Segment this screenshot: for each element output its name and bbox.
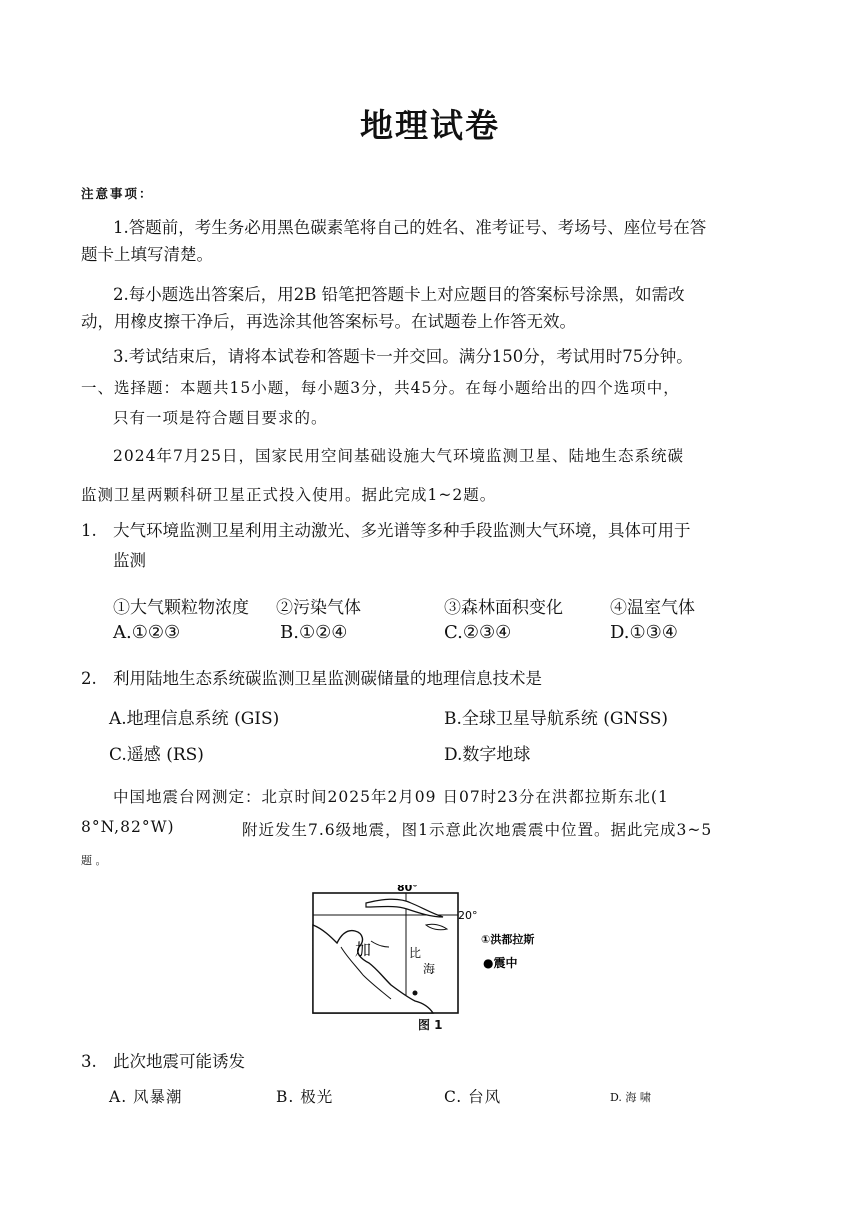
map-svg bbox=[311, 885, 561, 1035]
section-heading-cont: 只有一项是符合题目要求的。 bbox=[113, 409, 328, 427]
passage1-line2: 监测卫星两颗科研卫星正式投入使用。据此完成1~2题。 bbox=[81, 486, 497, 504]
q1-item-2: ②污染气体 bbox=[276, 598, 361, 618]
legend-honduras: ①洪都拉斯 bbox=[481, 933, 535, 946]
q1-number: 1. bbox=[81, 521, 97, 540]
q3-option-c[interactable]: C. 台风 bbox=[444, 1088, 502, 1106]
q3-number: 3. bbox=[81, 1052, 97, 1071]
passage2-line2a: 8°N,82°W) bbox=[81, 818, 175, 836]
passage2-line3: 题 。 bbox=[81, 854, 107, 867]
q1-option-a[interactable]: A.①②③ bbox=[113, 622, 181, 643]
label-bi: 比 bbox=[409, 946, 422, 960]
passage2-line2b: 附近发生7.6级地震，图1示意此次地震震中位置。据此完成3~5 bbox=[242, 821, 713, 839]
label-80: 80° bbox=[397, 885, 418, 894]
q1-option-b[interactable]: B.①②④ bbox=[280, 622, 348, 643]
q2-option-c[interactable]: C.遥感 (RS) bbox=[109, 745, 204, 765]
section-heading: 一、选择题：本题共15小题，每小题3分，共45分。在每小题给出的四个选项中， bbox=[81, 379, 680, 397]
q1-item-1: ①大气颗粒物浓度 bbox=[113, 598, 249, 618]
notice-line-1-cont: 题卡上填写清楚。 bbox=[81, 245, 213, 264]
epicenter-marker bbox=[413, 991, 418, 996]
notice-line-2: 2.每小题选出答案后，用2B 铅笔把答题卡上对应题目的答案标号涂黑，如需改 bbox=[113, 285, 685, 304]
page-title: 地理试卷 bbox=[360, 106, 500, 145]
q2-option-d[interactable]: D.数字地球 bbox=[444, 745, 531, 765]
q3-stem: 此次地震可能诱发 bbox=[113, 1052, 245, 1071]
notice-line-2-cont: 动，用橡皮擦干净后，再选涂其他答案标号。在试题卷上作答无效。 bbox=[81, 312, 576, 331]
q3-option-d[interactable]: D. 海 啸 bbox=[610, 1091, 651, 1104]
q3-option-b[interactable]: B. 极光 bbox=[276, 1088, 334, 1106]
notice-line-3: 3.考试结束后，请将本试卷和答题卡一并交回。满分150分，考试用时75分钟。 bbox=[113, 347, 693, 366]
passage1-line1: 2024年7月25日，国家民用空间基础设施大气环境监测卫星、陆地生态系统碳 bbox=[113, 447, 685, 465]
q1-item-3: ③森林面积变化 bbox=[444, 598, 563, 618]
label-jia: 加 bbox=[355, 940, 372, 959]
notice-line-1: 1.答题前，考生务必用黑色碳素笔将自己的姓名、准考证号、考场号、座位号在答 bbox=[113, 218, 707, 237]
label-hai: 海 bbox=[423, 962, 436, 976]
q2-stem: 利用陆地生态系统碳监测卫星监测碳储量的地理信息技术是 bbox=[113, 669, 542, 688]
legend-epicenter: ●震中 bbox=[483, 956, 518, 970]
figure-caption: 图 1 bbox=[418, 1018, 443, 1032]
q3-option-a[interactable]: A. 风暴潮 bbox=[109, 1088, 183, 1106]
q1-option-c[interactable]: C.②③④ bbox=[444, 622, 512, 643]
label-20: 20° bbox=[458, 909, 478, 922]
passage2-line1: 中国地震台网测定：北京时间2025年2月09 日07时23分在洪都拉斯东北(1 bbox=[113, 788, 669, 806]
q1-option-d[interactable]: D.①③④ bbox=[610, 622, 678, 643]
q2-option-b[interactable]: B.全球卫星导航系统 (GNSS) bbox=[444, 709, 669, 729]
q2-number: 2. bbox=[81, 669, 97, 688]
q1-stem: 大气环境监测卫星利用主动激光、多光谱等多种手段监测大气环境，具体可用于 bbox=[113, 521, 691, 540]
map-figure bbox=[311, 885, 561, 1035]
notice-heading: 注意事项： bbox=[81, 186, 154, 201]
q2-option-a[interactable]: A.地理信息系统 (GIS) bbox=[109, 709, 280, 729]
q1-stem-cont: 监测 bbox=[113, 551, 146, 570]
q1-item-4: ④温室气体 bbox=[610, 598, 695, 618]
